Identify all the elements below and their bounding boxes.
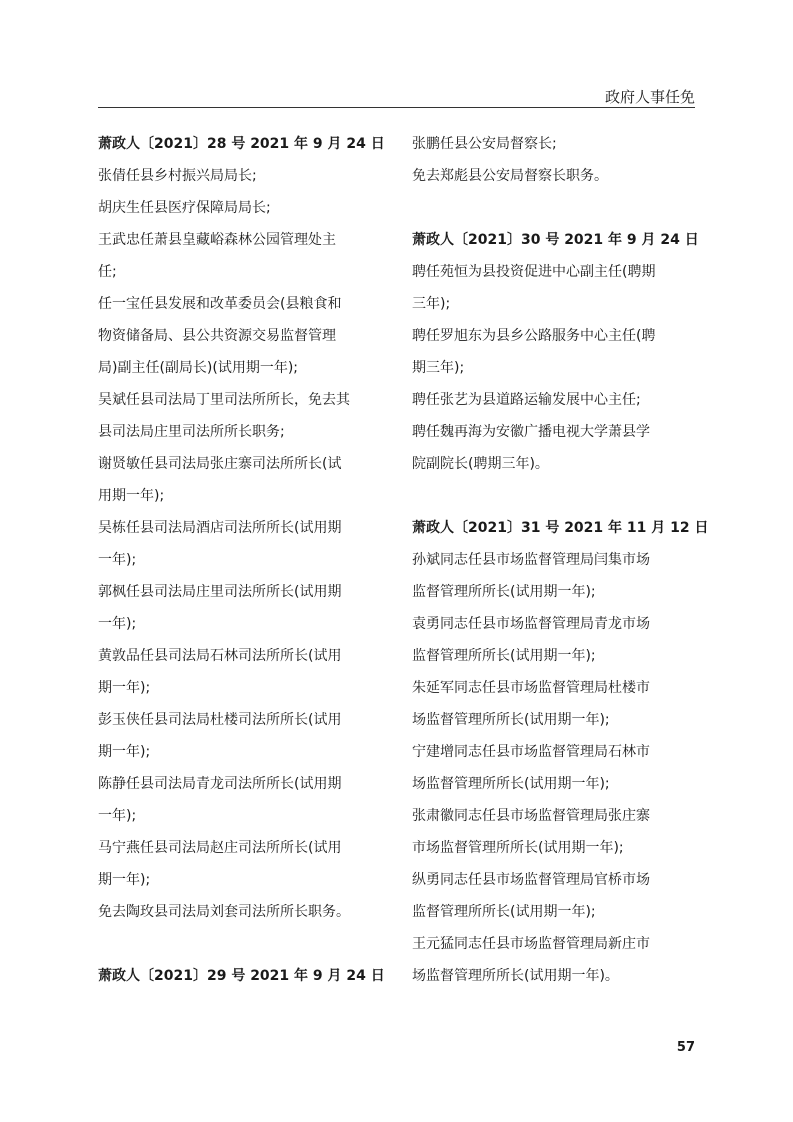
text-line: 黄敦品任县司法局石林司法所所长(试用 [98, 648, 342, 664]
text-line: 监督管理所所长(试用期一年); [412, 904, 596, 920]
text-line: 期一年); [98, 744, 151, 760]
section-gap [98, 928, 388, 960]
page-number: 57 [676, 1040, 695, 1055]
left-column [98, 128, 388, 992]
text-line: 聘任罗旭东为县乡公路服务中心主任(聘 [412, 328, 656, 344]
text-line: 免去陶玫县司法局刘套司法所所长职务。 [98, 904, 350, 920]
document-number-heading: 萧政人〔2021〕31 号 2021 年 11 月 12 日 [412, 520, 709, 536]
text-line: 朱延军同志任县市场监督管理局杜楼市 [412, 680, 650, 696]
text-line: 胡庆生任县医疗保障局局长; [98, 200, 271, 216]
text-line: 监督管理所所长(试用期一年); [412, 584, 596, 600]
text-line: 张鹏任县公安局督察长; [412, 136, 557, 152]
text-line: 用期一年); [98, 488, 165, 504]
text-line: 场监督管理所所长(试用期一年); [412, 776, 610, 792]
text-line: 免去郑彪县公安局督察长职务。 [412, 168, 608, 184]
text-line: 谢贤敏任县司法局张庄寨司法所所长(试 [98, 456, 342, 472]
text-line: 纵勇同志任县市场监督管理局官桥市场 [412, 872, 650, 888]
document-number-heading: 萧政人〔2021〕30 号 2021 年 9 月 24 日 [412, 232, 699, 248]
text-line: 物资储备局、县公共资源交易监督管理 [98, 328, 336, 344]
text-line: 期一年); [98, 680, 151, 696]
text-line: 王元猛同志任县市场监督管理局新庄市 [412, 936, 650, 952]
section-gap [412, 192, 702, 224]
text-line: 期三年); [412, 360, 465, 376]
text-line: 院副院长(聘期三年)。 [412, 456, 549, 472]
text-line: 袁勇同志任县市场监督管理局青龙市场 [412, 616, 650, 632]
text-line: 宁建增同志任县市场监督管理局石林市 [412, 744, 650, 760]
text-line: 聘任苑恒为县投资促进中心副主任(聘期 [412, 264, 656, 280]
text-line: 期一年); [98, 872, 151, 888]
text-line: 陈静任县司法局青龙司法所所长(试用期 [98, 776, 342, 792]
text-line: 场监督管理所所长(试用期一年); [412, 712, 610, 728]
text-line: 马宁燕任县司法局赵庄司法所所长(试用 [98, 840, 342, 856]
text-line: 任一宝任县发展和改革委员会(县粮食和 [98, 296, 342, 312]
text-line: 吴栋任县司法局酒店司法所所长(试用期 [98, 520, 342, 536]
header-rule [98, 107, 695, 108]
text-line: 吴斌任县司法局丁里司法所所长，免去其 [98, 392, 350, 408]
text-line: 聘任张艺为县道路运输发展中心主任; [412, 392, 641, 408]
section-gap [412, 480, 702, 512]
text-line: 场监督管理所所长(试用期一年)。 [412, 968, 619, 984]
right-column [412, 128, 709, 992]
text-line: 郭枫任县司法局庄里司法所所长(试用期 [98, 584, 342, 600]
header-title: 政府人事任免 [604, 88, 695, 106]
text-line: 一年); [98, 616, 137, 632]
text-line: 局)副主任(副局长)(试用期一年); [98, 360, 299, 376]
text-line: 任; [98, 264, 117, 280]
document-number-heading: 萧政人〔2021〕28 号 2021 年 9 月 24 日 [98, 136, 385, 152]
text-line: 县司法局庄里司法所所长职务; [98, 424, 285, 440]
text-line: 张肃徽同志任县市场监督管理局张庄寨 [412, 808, 650, 824]
text-line: 张倩任县乡村振兴局局长; [98, 168, 257, 184]
text-line: 一年); [98, 808, 137, 824]
text-line: 三年); [412, 296, 451, 312]
text-line: 一年); [98, 552, 137, 568]
text-line: 市场监督管理所所长(试用期一年); [412, 840, 624, 856]
document-number-heading: 萧政人〔2021〕29 号 2021 年 9 月 24 日 [98, 968, 385, 984]
text-line: 聘任魏再海为安徽广播电视大学萧县学 [412, 424, 650, 440]
text-line: 王武忠任萧县皇藏峪森林公园管理处主 [98, 232, 336, 248]
text-line: 孙斌同志任县市场监督管理局闫集市场 [412, 552, 650, 568]
text-line: 监督管理所所长(试用期一年); [412, 648, 596, 664]
text-line: 彭玉侠任县司法局杜楼司法所所长(试用 [98, 712, 342, 728]
